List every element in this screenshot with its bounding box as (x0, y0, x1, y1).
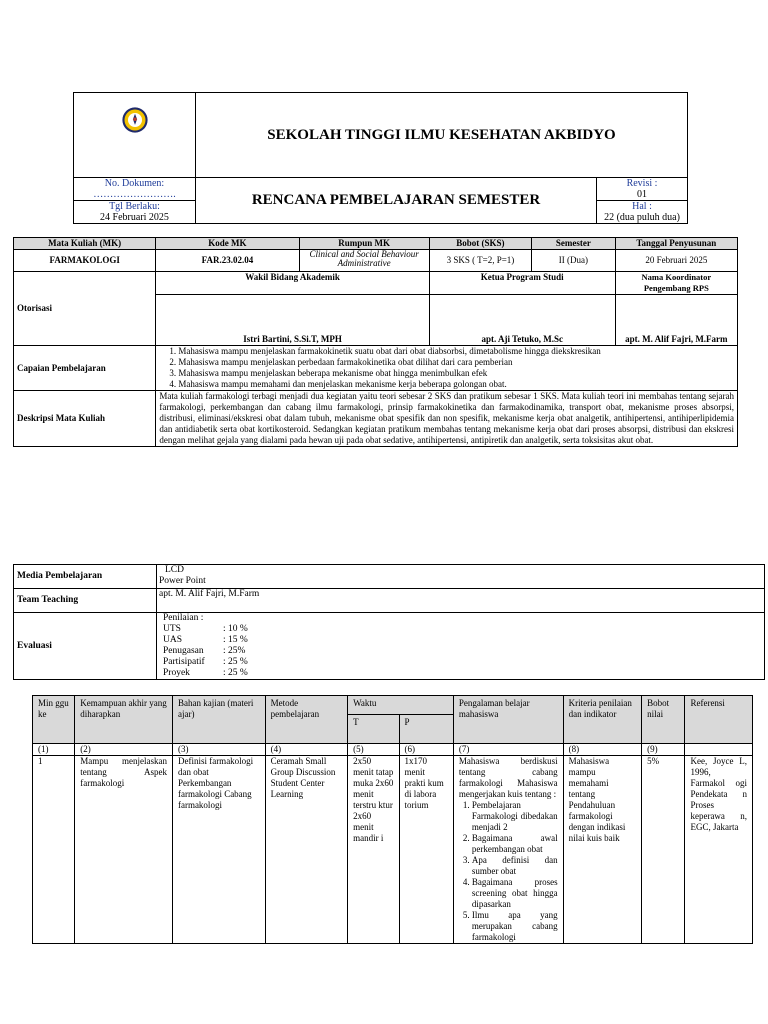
header-rumpun-mk: Rumpun MK (299, 238, 429, 250)
column-number: (3) (172, 744, 265, 756)
role-koordinator: Nama Koordinator Pengembang RPS (615, 272, 737, 295)
capaian-label: Capaian Pembelajaran (14, 346, 156, 391)
schedule-table (32, 695, 753, 944)
cell-waktu-t: 2x50 menit tatap muka 2x60 menit terstru ktur 2x60 menit mandir i (348, 756, 399, 944)
header-kemampuan: Kemampuan akhir yang diharapkan (75, 696, 173, 744)
pengalaman-item: 1. Pembelajaran Farmakologi dibedakan menjadi 2 (472, 800, 558, 833)
header-kriteria: Kriteria penilaian dan indikator (563, 696, 642, 744)
header-bahan-kajian: Bahan kajian (materi ajar) (172, 696, 265, 744)
deskripsi-text: Mata kuliah farmakologi terbagi menjadi dua kegiatan yaitu teori sebesar 2 SKS dan pratikum sebesar 1 SKS. Mata kuliah teori ini membahas tentang sejarah farmakologi, perkembangan dan cabang ilmu farmakologi, prinsip farmakokinetika dan farmakodinamika, transport obat, mekanisme proses absorpsi, distribusi, eliminasi/ekskresi obat dalam tubuh, mekanisme obat spesifik dan non spesifik, mekanisme kerja obat analgetik, antihipertensi, antihiperlipidemia dan antidiabetik serta obat kortikosteroid. Sedangkan kegiatan pratikum membahas tentang mekanisme kerja obat dari proses absorpsi, distribusi dan ekskresi dengan melihat gejala yang dialami pada hewan uji pada obat sedative, antihipertensi, antipiretik dan analgetik, serta toksisitas akut obat. (156, 391, 738, 447)
capaian-item: 1. Mahasiswa mampu menjelaskan farmakokinetik suatu obat dari obat diabsorbsi, dimetabolisme hingga diekskresikan (178, 346, 735, 357)
column-number: (9) (642, 744, 685, 756)
media-label: Media Pembelajaran (14, 565, 157, 589)
media-item-lcd: LCD (165, 565, 184, 575)
cell-pengalaman (453, 756, 563, 944)
evaluasi-name: UAS (163, 635, 183, 645)
column-number: (6) (399, 744, 453, 756)
pengalaman-item: 4. Bagaimana proses screening obat hingga dipasarkan (472, 877, 558, 910)
cell-kemampuan: Mampu menjelaskan tentang Aspek farmakologi (75, 756, 173, 944)
cell-bobot: 5% (642, 756, 685, 944)
evaluasi-row-partisipatif (163, 657, 762, 668)
header-mata-kuliah: Mata Kuliah (MK) (14, 238, 156, 250)
cell-metode: Ceramah Small Group Discussion Student Center Learning (265, 756, 348, 944)
logo-cell (74, 93, 196, 178)
value-rumpun-mk: Clinical and Social Behaviour Administrative (299, 250, 429, 272)
hal-cell (597, 201, 688, 224)
penilaian-label: Penilaian : (163, 613, 204, 623)
evaluasi-row-uts (163, 624, 762, 635)
header-bobot-sks: Bobot (SKS) (429, 238, 531, 250)
team-teaching-label: Team Teaching (14, 589, 157, 613)
capaian-list-cell (156, 346, 738, 391)
evaluasi-value: : 15 % (223, 635, 248, 645)
evaluasi-value: : 25 % (223, 668, 248, 678)
evaluasi-name: Proyek (163, 668, 190, 678)
role-wakil-akademik: Wakil Bidang Akademik (156, 272, 429, 295)
no-dokumen-label: No. Dokumen: (104, 178, 165, 189)
table-row (33, 756, 753, 944)
document-title: RENCANA PEMBELAJARAN SEMESTER (196, 178, 597, 224)
cell-referensi: Kee, Joyce L, 1996, Farmakol ogi Pendekata n Proses keperawa n, EGC, Jakarta (685, 756, 753, 944)
header-metode: Metode pembelajaran (265, 696, 348, 744)
deskripsi-label: Deskripsi Mata Kuliah (14, 391, 156, 447)
course-info-table (13, 237, 738, 447)
otorisasi-label: Otorisasi (14, 272, 156, 346)
evaluasi-name: Penugasan (163, 646, 204, 656)
header-waktu-p: P (399, 715, 453, 744)
value-kode-mk: FAR.23.02.04 (156, 250, 299, 272)
evaluasi-row-uas (163, 635, 762, 646)
value-bobot-sks: 3 SKS ( T=2, P=1) (429, 250, 531, 272)
hal-label: Hal : (632, 201, 652, 212)
header-bobot: Bobot nilai (642, 696, 685, 744)
cell-bahan-kajian: Definisi farmakologi dan obat Perkembangan farmakologi Cabang farmakologi (172, 756, 265, 944)
tgl-berlaku-cell (74, 201, 196, 224)
signature-ketua-prodi: apt. Aji Tetuko, M.Sc (429, 295, 615, 346)
evaluasi-row-proyek (163, 668, 762, 679)
column-number: (2) (75, 744, 173, 756)
evaluasi-label: Evaluasi (14, 613, 157, 680)
tgl-berlaku-label: Tgl Berlaku: (109, 201, 160, 212)
tgl-berlaku-value: 24 Februari 2025 (100, 212, 169, 223)
media-evaluation-table (13, 564, 765, 680)
capaian-item: 2. Mahasiswa mampu menjelaskan perbedaan farmakokinetika obat dilihat dari cara pemberian (178, 357, 735, 368)
column-number: (8) (563, 744, 642, 756)
media-item-powerpoint: Power Point (159, 576, 206, 586)
no-dokumen-value: ……………………. (93, 189, 176, 200)
role-ketua-prodi: Ketua Program Studi (429, 272, 615, 295)
header-tanggal: Tanggal Penyusunan (615, 238, 737, 250)
header-pengalaman: Pengalaman belajar mahasiswa (453, 696, 563, 744)
pengalaman-item: 3. Apa definisi dan sumber obat (472, 855, 558, 877)
value-semester: II (Dua) (532, 250, 616, 272)
column-number: (1) (33, 744, 75, 756)
evaluasi-row-penugasan (163, 646, 762, 657)
column-number: (4) (265, 744, 348, 756)
header-semester: Semester (532, 238, 616, 250)
cell-minggu: 1 (33, 756, 75, 944)
evaluasi-name: UTS (163, 624, 181, 634)
revisi-cell (597, 178, 688, 201)
capaian-item: 4. Mahasiswa mampu memahami dan menjelaskan mekanisme kerja beberapa golongan obat. (178, 379, 735, 390)
header-kode-mk: Kode MK (156, 238, 299, 250)
signature-wakil-akademik: Istri Bartini, S.Si.T, MPH (156, 295, 429, 346)
evaluasi-name: Partisipatif (163, 657, 205, 667)
evaluasi-value: : 10 % (223, 624, 248, 634)
signature-koordinator: apt. M. Alif Fajri, M.Farm (615, 295, 737, 346)
cell-kriteria: Mahasiswa mampu memahami tentang Pendahuluan farmakologi dengan indikasi nilai kuis baik (563, 756, 642, 944)
evaluasi-cell (157, 613, 765, 680)
no-dokumen-cell (74, 178, 196, 201)
institution-logo-icon (121, 106, 149, 134)
pengalaman-intro: Mahasiswa berdiskusi tentang cabang farmakologi Mahasiswa mengerjakan kuis tentang : (458, 756, 558, 799)
header-waktu: Waktu (348, 696, 454, 715)
hal-value: 22 (dua puluh dua) (604, 212, 680, 223)
media-items-cell (157, 565, 765, 589)
revisi-label: Revisi : (626, 178, 658, 189)
pengalaman-item: 2. Bagaimana awal perkembangan obat (472, 833, 558, 855)
pengalaman-list (459, 800, 558, 943)
capaian-item: 3. Mahasiswa mampu menjelaskan beberapa mekanisme obat hingga menimbulkan efek (178, 368, 735, 379)
evaluasi-value: : 25 % (223, 657, 248, 667)
header-minggu: Min ggu ke (33, 696, 75, 744)
value-tanggal: 20 Februari 2025 (615, 250, 737, 272)
column-number (685, 744, 753, 756)
column-number: (5) (348, 744, 399, 756)
institution-name: SEKOLAH TINGGI ILMU KESEHATAN AKBIDYO (196, 93, 688, 178)
column-number: (7) (453, 744, 563, 756)
team-teaching-value: apt. M. Alif Fajri, M.Farm (157, 589, 765, 613)
revisi-value: 01 (637, 189, 647, 200)
document-header (73, 92, 688, 224)
capaian-list (158, 346, 735, 390)
evaluasi-value: : 25% (223, 646, 246, 656)
value-mata-kuliah: FARMAKOLOGI (14, 250, 156, 272)
header-waktu-t: T (348, 715, 399, 744)
header-referensi: Referensi (685, 696, 753, 744)
pengalaman-item: 5. Ilmu apa yang merupakan cabang farmakologi (472, 910, 558, 943)
cell-waktu-p: 1x170 menit prakti kum di labora torium (399, 756, 453, 944)
